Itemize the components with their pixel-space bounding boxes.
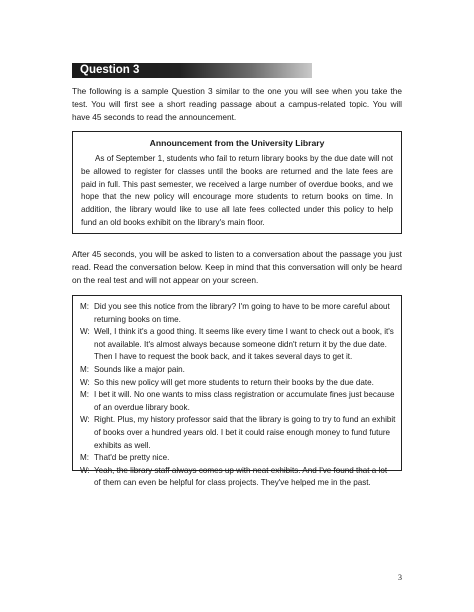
- conversation-line: [80, 326, 396, 364]
- speaker-label: W:: [80, 377, 90, 387]
- utterance-text: Sounds like a major pain.: [94, 364, 185, 374]
- utterance-text: Well, I think it's a good thing. It seems like every time I want to check out a book, it's not available. It's almost always because someone didn't return it by the due date. Then I have to request the book back, and it takes several days to get it.: [94, 327, 394, 362]
- announcement-body: As of September 1, students who fail to return library books by the due date will not be allowed to register for classes until the books are returned and the late fees are paid in full. This past semester, we received a large number of overdue books, and we hope that the new policy will encourage more students to return books on time. In addition, the library would like to use all late fees collected under this policy to help fund an old books exhibit on the library's main floor.: [81, 154, 393, 227]
- conversation-line: [80, 301, 396, 326]
- speaker-label: M:: [80, 453, 89, 463]
- page-number: 3: [398, 573, 402, 582]
- conversation-box: [72, 295, 402, 488]
- conversation-list: [80, 301, 396, 490]
- utterance-text: So this new policy will get more students to return their books by the due date.: [94, 377, 374, 387]
- conversation-line: [80, 364, 396, 377]
- conversation-line: [80, 377, 396, 390]
- question-title: Question 3: [80, 64, 140, 76]
- utterance-text: Right. Plus, my history professor said that the library is going to try to fund an exhibit of books over a hundred years old. I bet it could raise enough money to fund future exhibits as well.: [94, 415, 396, 450]
- conversation-line: [80, 452, 396, 465]
- utterance-text: That'd be pretty nice.: [94, 453, 170, 463]
- conversation-line: [80, 414, 396, 452]
- instructions-paragraph: After 45 seconds, you will be asked to listen to a conversation about the passage you just read. Read the conversation below. Keep in mind that this conversation will only be heard on the real test and will not appear on your screen.: [72, 249, 402, 286]
- conversation-line: [80, 465, 396, 490]
- announcement-title: Announcement from the University Library: [149, 138, 325, 148]
- speaker-label: M:: [80, 364, 89, 374]
- speaker-label: W:: [80, 327, 90, 337]
- announcement-box: [72, 131, 402, 234]
- speaker-label: W:: [80, 465, 90, 475]
- utterance-text: Did you see this notice from the library? I'm going to have to be more careful about returning books on time.: [94, 302, 390, 324]
- utterance-text: Yeah, the library staff always comes up with neat exhibits. And I've found that a lot of them can even be helpful for class projects. They've helped me in the past.: [94, 465, 388, 488]
- intro-paragraph: The following is a sample Question 3 similar to the one you will see when you take the test. You will first see a short reading passage about a campus-related topic. You will have 45 seconds to read the announcement.: [72, 86, 402, 123]
- speaker-label: M:: [80, 390, 89, 400]
- speaker-label: M:: [80, 302, 89, 311]
- conversation-line: [80, 389, 396, 414]
- utterance-text: I bet it will. No one wants to miss class registration or accumulate fines just because of an overdue library book.: [94, 390, 395, 412]
- speaker-label: W:: [80, 415, 90, 425]
- question-banner: [72, 63, 312, 78]
